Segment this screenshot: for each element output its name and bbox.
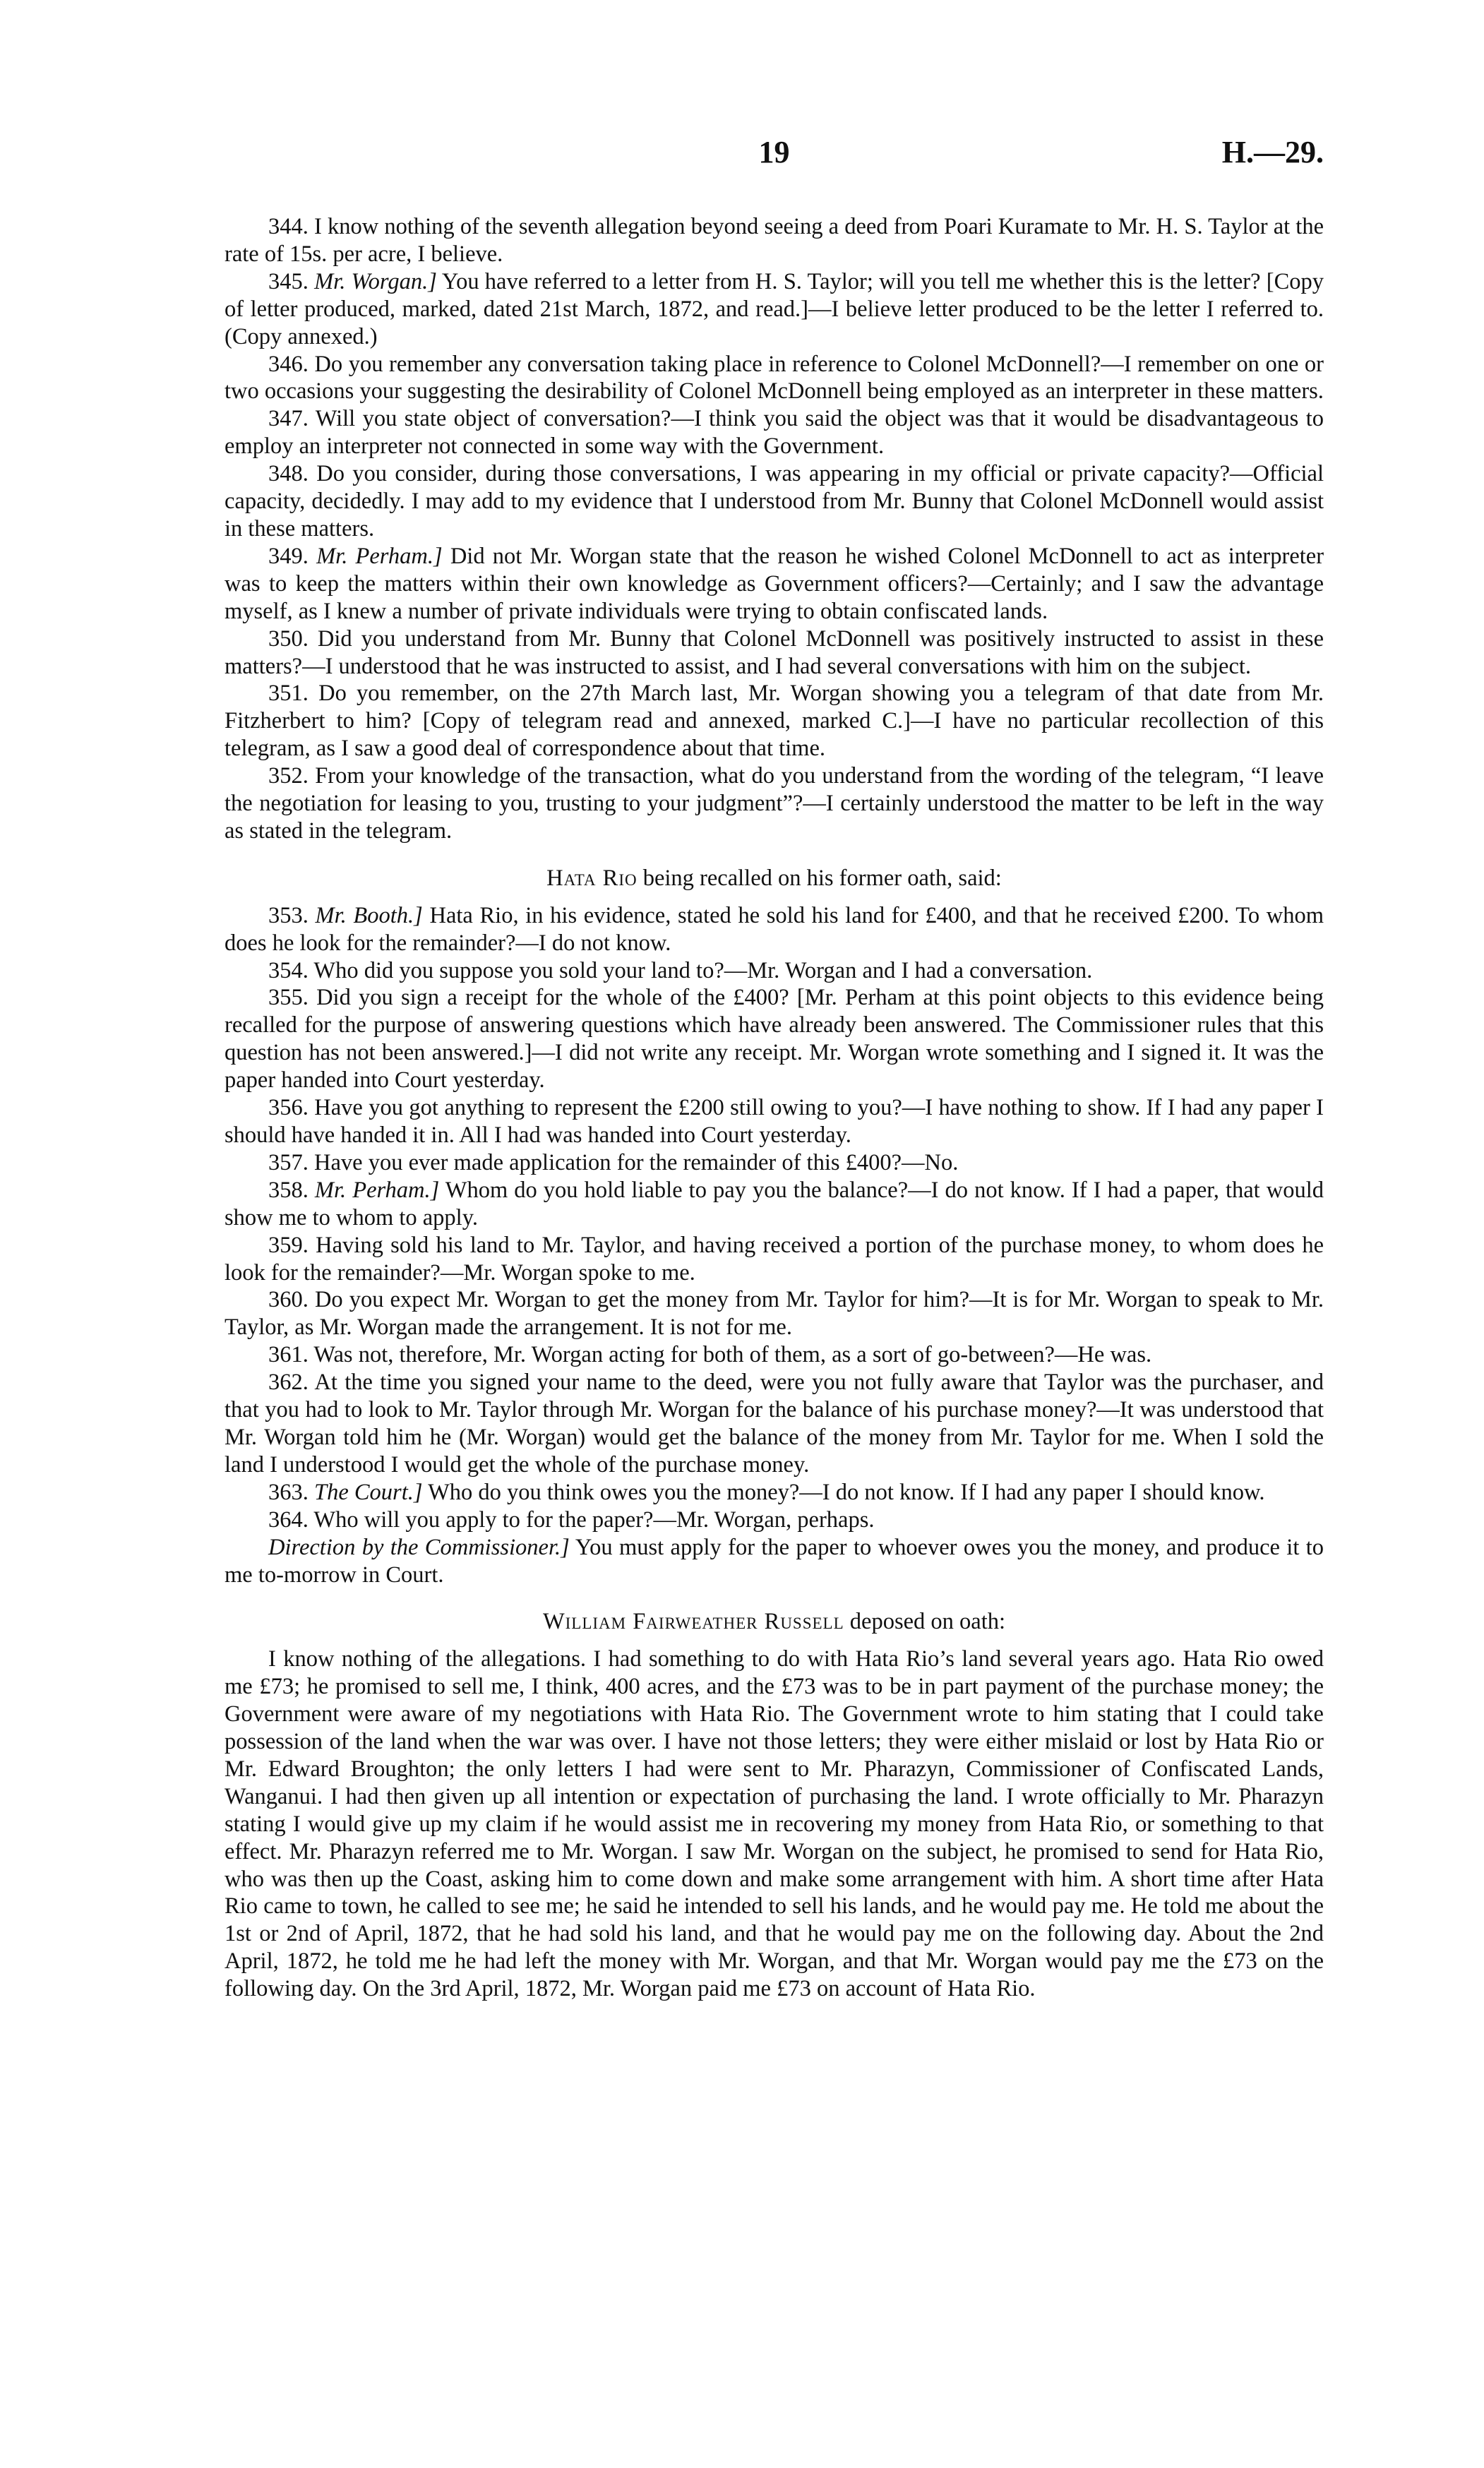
document-body [225, 213, 1324, 2003]
paragraph-text: Was not, therefore, Mr. Worgan acting for both of them, as a sort of go-between?—He was. [313, 1342, 1152, 1368]
paragraph-text: Do you expect Mr. Worgan to get the money from Mr. Taylor for him?—It is for Mr. Worgan to speak to Mr. Taylor, as Mr. Worgan made the arrangement. It is not for me. [225, 1287, 1324, 1341]
speaker: Mr. Booth.] [315, 902, 423, 928]
paragraph-text: Do you remember, on the 27th March last, Mr. Worgan showing you a telegram of that date from Mr. Fitzherbert to him? [Copy of telegram read and annexed, marked C.]—I have no particular recollection of this telegram, as I saw a good deal of correspondence about that time. [225, 681, 1324, 762]
question-number: 357. [268, 1149, 309, 1175]
evidence-section-1 [225, 213, 1324, 845]
question-number: 344. [268, 214, 309, 239]
evidence-paragraph [225, 1479, 1324, 1506]
evidence-section-2 [225, 902, 1324, 1589]
evidence-paragraph [225, 762, 1324, 845]
evidence-paragraph [225, 1341, 1324, 1369]
paragraph-text: Do you consider, during those conversations, I was appearing in my official or private capacity?—Official capacity, decidedly. I may add to my evidence that I understood from Mr. Bunny that Colonel McDonnell would assist in these matters. [225, 461, 1324, 541]
question-number: 353. [268, 902, 309, 928]
page-number: 19 [758, 135, 790, 169]
paragraph-text: Having sold his land to Mr. Taylor, and having received a portion of the purchase money, to whom does he look for the remainder?—Mr. Worgan spoke to me. [225, 1232, 1324, 1286]
speaker: The Court.] [314, 1479, 423, 1505]
paragraph-text: Did you understand from Mr. Bunny that Colonel McDonnell was positively instructed to assist in these matters?—I understood that he was instructed to assist, and I had several conversations with him on the subject. [225, 625, 1324, 679]
paragraph-text: Who do you think owes you the money?—I do not know. If I had any paper I should know. [428, 1479, 1265, 1505]
heading-text: being recalled on his former oath, said: [642, 865, 1002, 891]
question-number: 360. [268, 1287, 309, 1313]
evidence-paragraph [225, 268, 1324, 351]
evidence-paragraph [225, 625, 1324, 681]
evidence-paragraph [225, 1506, 1324, 1534]
paragraph-text: Have you ever made application for the remainder of this £400?—No. [314, 1149, 959, 1175]
question-number: 345. [268, 268, 309, 294]
question-number: 364. [268, 1506, 309, 1533]
paragraph-text: Will you state object of conversation?—I think you said the object was that it would be disadvantageous to employ an interpreter not connected in some way with the Government. [225, 406, 1324, 460]
question-number: 362. [268, 1370, 309, 1396]
evidence-paragraph [225, 1094, 1324, 1149]
evidence-paragraph [225, 984, 1324, 1094]
evidence-paragraph [225, 902, 1324, 957]
paragraph-text: Who will you apply to for the paper?—Mr. Worgan, perhaps. [313, 1506, 875, 1533]
paragraph-text: Who did you suppose you sold your land to?—Mr. Worgan and I had a conversation. [313, 957, 1093, 983]
question-number: 346. [268, 351, 309, 377]
evidence-paragraph [225, 1369, 1324, 1479]
section-heading-russell [225, 1608, 1324, 1636]
evidence-paragraph [225, 1534, 1324, 1589]
question-number: 350. [268, 625, 309, 652]
question-number: 361. [268, 1342, 309, 1368]
speaker: Mr. Perham.] [314, 1177, 440, 1203]
document-reference: H.—29. [1221, 135, 1324, 169]
question-number: 347. [268, 406, 309, 432]
paragraph-text: Did you sign a receipt for the whole of the £400? [Mr. Perham at this point objects to this evidence being recalled for the purpose of answering questions which have already been answered. The Commissioner rules that this question has not been answered.]—I did not write any receipt. Mr. Worgan wrote something and I signed it. It was the paper handed into Court yesterday. [225, 985, 1324, 1094]
speaker: Mr. Worgan.] [314, 268, 437, 294]
evidence-paragraph [225, 1232, 1324, 1287]
paragraph-text: Do you remember any conversation taking place in reference to Colonel McDonnell?—I remember on one or two occasions your suggesting the desirability of Colonel McDonnell being employed as an interpreter in these matters. [225, 351, 1324, 405]
question-number: 352. [268, 763, 309, 789]
evidence-paragraph [225, 1149, 1324, 1177]
paragraph-text: At the time you signed your name to the deed, were you not fully aware that Taylor was the purchaser, and that you had to look to Mr. Taylor through Mr. Worgan for the balance of his purchase money?—It was understood that Mr. Worgan told him he (Mr. Worgan) would get the balance of the money from Mr. Taylor for me. When I sold the land I understood I would get the whole of the purchase money. [225, 1370, 1324, 1478]
evidence-paragraph [225, 957, 1324, 985]
paragraph-text: From your knowledge of the transaction, what do you understand from the wording of the telegram, “I leave the negotiation for leasing to you, trusting to your judgment”?—I certainly understood the matter to be left in the way as stated in the telegram. [225, 763, 1324, 844]
evidence-paragraph [225, 405, 1324, 460]
evidence-paragraph [225, 1177, 1324, 1232]
question-number: 355. [268, 985, 309, 1011]
paragraph-text: Hata Rio, in his evidence, stated he sold his land for £400, and that he received £200. To whom does he look for the remainder?—I do not know. [225, 902, 1324, 956]
paragraph-text: You have referred to a letter from H. S. Taylor; will you tell me whether this is the letter? [Copy of letter produced, marked, dated 21st March, 1872, and read.]—I believe letter produced to be the letter I referred to. (Copy annexed.) [225, 268, 1324, 349]
question-number: 356. [268, 1095, 309, 1121]
paragraph-text: Whom do you hold liable to pay you the balance?—I do not know. If I had a paper, that would show me to whom to apply. [225, 1177, 1324, 1230]
evidence-paragraph [225, 680, 1324, 762]
heading-text: deposed on oath: [849, 1609, 1006, 1635]
evidence-paragraph [225, 351, 1324, 406]
witness-name: Hata Rio [546, 865, 638, 891]
question-number: 348. [268, 461, 309, 487]
question-number: 351. [268, 681, 309, 707]
question-number: 358. [268, 1177, 309, 1203]
evidence-paragraph [225, 460, 1324, 543]
speaker: Mr. Perham.] [316, 543, 443, 569]
section-heading-hata-rio [225, 865, 1324, 892]
deposition-paragraph: I know nothing of the allegations. I had something to do with Hata Rio’s land several years ago. Hata Rio owed me £73; he promised to sell me, I think, 400 acres, and the £73 was to be in part payment of the purchase money; the Government were aware of my negotiations with Hata Rio. The Government wrote to him stating that I could take possession of the land when the war was over. I have not those letters; they were either mislaid or lost by Hata Rio or Mr. Edward Broughton; the only letters I had were sent to Mr. Pharazyn, Commissioner of Confiscated Lands, Wanganui. I had then given up all intention or expectation of purchasing the land. I wrote officially to Mr. Pharazyn stating I would give up my claim if he would assist me in recovering my money from Hata Rio, or something to that effect. Mr. Pharazyn referred me to Mr. Worgan. I saw Mr. Worgan on the subject, he promised to send for Hata Rio, who was then up the Coast, asking him to come down and make some arrangement with him. A short time after Hata Rio came to town, he called to see me; he said he intended to sell his lands, and he would pay me. He told me about the 1st or 2nd of April, 1872, that he had sold his land, and that he would pay me on the following day. About the 2nd April, 1872, he told me he had left the money with Mr. Worgan, and that Mr. Worgan would pay me the £73 on the following day. On the 3rd April, 1872, Mr. Worgan paid me £73 on account of Hata Rio. [225, 1646, 1324, 2002]
question-number: 363. [268, 1479, 309, 1505]
speaker: Direction by the Commissioner.] [268, 1534, 570, 1560]
question-number: 359. [268, 1232, 309, 1258]
paragraph-text: Did not Mr. Worgan state that the reason he wished Colonel McDonnell to act as interpreter was to keep the matters within their own knowledge as Government officers?—Certainly; and I saw the advantage myself, as I knew a number of private individuals were trying to obtain confiscated lands. [225, 543, 1324, 624]
page-header [225, 134, 1324, 176]
paragraph-text: You must apply for the paper to whoever owes you the money, and produce it to me to-morrow in Court. [225, 1534, 1324, 1588]
question-number: 349. [268, 543, 309, 569]
paragraph-text: Have you got anything to represent the £200 still owing to you?—I have nothing to show. If I had any paper I should have handed it in. All I had was handed into Court yesterday. [225, 1095, 1324, 1148]
evidence-paragraph [225, 1286, 1324, 1341]
question-number: 354. [268, 957, 309, 983]
evidence-paragraph [225, 543, 1324, 625]
evidence-paragraph [225, 213, 1324, 268]
witness-name: William Fairweather Russell [542, 1609, 844, 1635]
paragraph-text: I know nothing of the seventh allegation beyond seeing a deed from Poari Kuramate to Mr. H. S. Taylor at the rate of 15s. per acre, I believe. [225, 214, 1324, 267]
